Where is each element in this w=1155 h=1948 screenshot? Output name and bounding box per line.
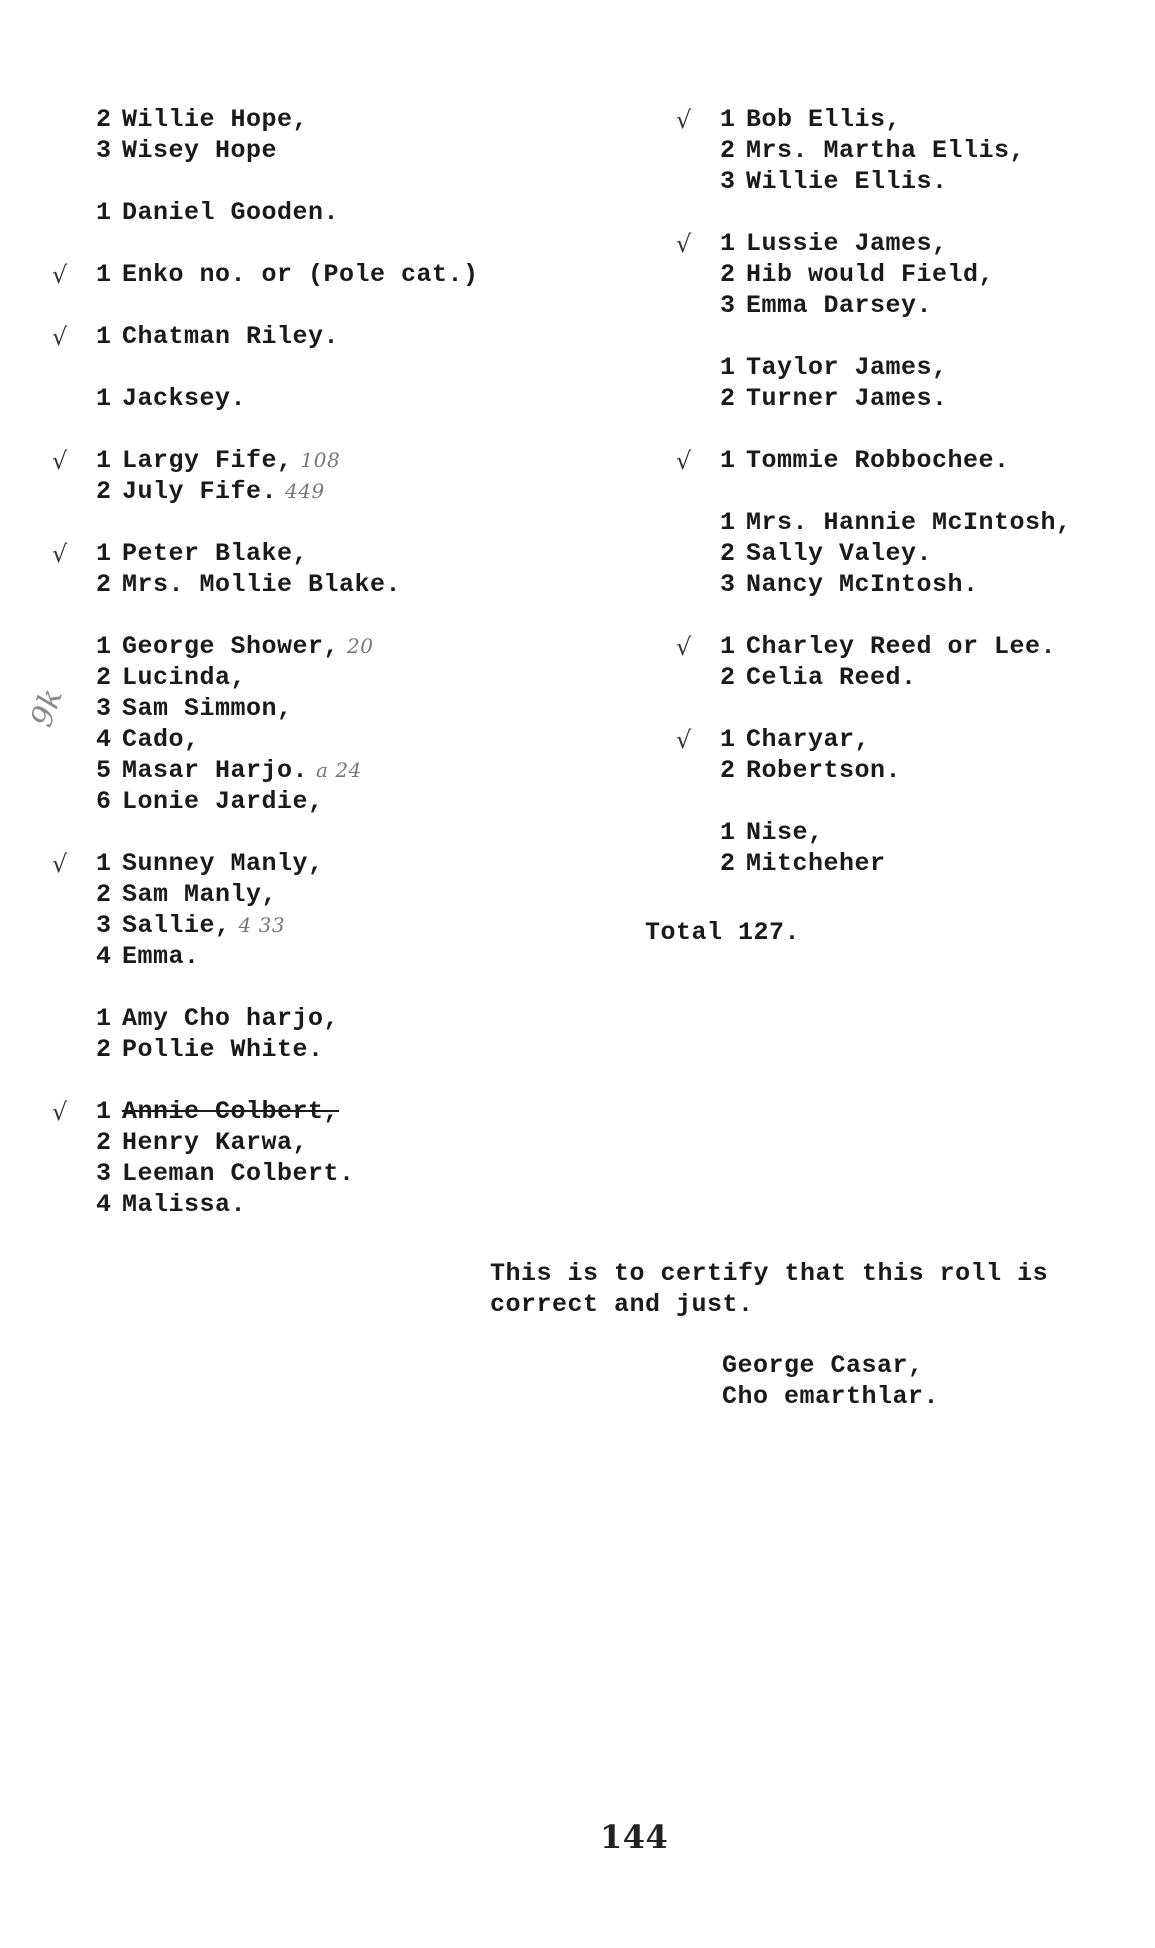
roll-entry — [720, 445, 1150, 476]
family-group — [720, 817, 1150, 879]
family-group — [96, 104, 656, 166]
entry-name: Sally Valey. — [746, 539, 933, 568]
entry-name: Cado, — [122, 725, 200, 754]
entry-name: Mitcheher — [746, 849, 886, 878]
right-column — [676, 104, 1150, 910]
left-column — [52, 104, 656, 1251]
entry-number: 3 — [720, 291, 736, 320]
checkmark-icon: √ — [52, 1098, 68, 1126]
entry-number: 2 — [96, 1128, 112, 1157]
entry-name: Sallie, — [122, 911, 231, 940]
checkmark-icon: √ — [676, 230, 692, 258]
checkmark-icon: √ — [52, 323, 68, 351]
roll-entry — [96, 662, 656, 693]
roll-entry — [720, 352, 1150, 383]
entry-number: 1 — [96, 849, 112, 878]
family-group — [676, 724, 1150, 786]
roll-entry — [96, 1158, 656, 1189]
handwritten-annotation: 108 — [300, 448, 341, 472]
entry-number: 2 — [720, 756, 736, 785]
entry-name: Wisey Hope — [122, 136, 278, 165]
checkmark-icon: √ — [52, 540, 68, 568]
entry-name: Peter Blake, — [122, 539, 309, 568]
roll-entry — [96, 197, 656, 228]
roll-entry — [720, 848, 1150, 879]
family-group — [96, 197, 656, 228]
family-group — [720, 352, 1150, 414]
entry-name: Sunney Manly, — [122, 849, 324, 878]
entry-number: 1 — [720, 446, 736, 475]
entry-name: Lucinda, — [122, 663, 247, 692]
roll-entry — [96, 724, 656, 755]
entry-name: Lonie Jardie, — [122, 787, 324, 816]
roll-entry — [96, 910, 656, 941]
roll-entry — [96, 135, 656, 166]
checkmark-icon: √ — [52, 447, 68, 475]
certification-line: This is to certify that this roll is — [490, 1259, 1049, 1288]
entry-number: 4 — [96, 1190, 112, 1219]
entry-name: Mrs. Hannie McIntosh, — [746, 508, 1072, 537]
entry-number: 3 — [96, 136, 112, 165]
roll-entry — [720, 755, 1150, 786]
entry-name: Hib would Field, — [746, 260, 995, 289]
entry-number: 1 — [720, 353, 736, 382]
checkmark-icon: √ — [676, 447, 692, 475]
entry-name: Turner James. — [746, 384, 948, 413]
handwritten-margin-note: 9k — [24, 683, 71, 732]
handwritten-annotation: 4 33 — [238, 913, 286, 937]
entry-number: 2 — [96, 880, 112, 909]
roll-entry — [96, 383, 656, 414]
roll-entry — [720, 569, 1150, 600]
roll-entry — [720, 383, 1150, 414]
entry-number: 3 — [96, 911, 112, 940]
entry-name: Lussie James, — [746, 229, 948, 258]
entry-name: Largy Fife, — [122, 446, 293, 475]
roll-entry — [720, 817, 1150, 848]
handwritten-annotation: 20 — [347, 634, 374, 658]
roll-entry — [720, 538, 1150, 569]
checkmark-icon: √ — [676, 106, 692, 134]
family-group — [96, 631, 656, 817]
total-count: Total 127. — [645, 918, 801, 947]
entry-number: 2 — [720, 136, 736, 165]
entry-name: Enko no. or (Pole cat.) — [122, 260, 479, 289]
entry-number: 2 — [720, 539, 736, 568]
entry-name: Emma. — [122, 942, 200, 971]
family-group — [52, 538, 656, 600]
entry-number: 4 — [96, 942, 112, 971]
entry-name: Jacksey. — [122, 384, 247, 413]
entry-name: Henry Karwa, — [122, 1128, 309, 1157]
entry-name: Sam Manly, — [122, 880, 278, 909]
entry-name: Amy Cho harjo, — [122, 1004, 340, 1033]
checkmark-icon: √ — [676, 633, 692, 661]
entry-number: 1 — [96, 1004, 112, 1033]
roll-entry — [96, 476, 656, 507]
signature-block — [722, 1350, 939, 1412]
family-group — [676, 631, 1150, 693]
family-group — [96, 383, 656, 414]
checkmark-icon: √ — [52, 261, 68, 289]
entry-number: 1 — [720, 508, 736, 537]
entry-name: Willie Ellis. — [746, 167, 948, 196]
entry-number: 1 — [96, 322, 112, 351]
entry-number: 2 — [720, 849, 736, 878]
roll-entry — [96, 1127, 656, 1158]
entry-number: 1 — [96, 260, 112, 289]
roll-entry — [720, 135, 1150, 166]
entry-number: 1 — [720, 105, 736, 134]
handwritten-annotation: 449 — [285, 479, 325, 503]
roll-entry — [720, 662, 1150, 693]
family-group — [676, 228, 1150, 321]
entry-number: 1 — [96, 446, 112, 475]
entry-number: 2 — [96, 105, 112, 134]
entry-number: 1 — [720, 818, 736, 847]
roll-entry — [96, 445, 656, 476]
roll-entry — [96, 1096, 656, 1127]
roll-entry — [96, 786, 656, 817]
roll-entry — [720, 507, 1150, 538]
page-number: 144 — [600, 1818, 669, 1856]
entry-number: 2 — [96, 570, 112, 599]
entry-number: 2 — [720, 260, 736, 289]
entry-name: Leeman Colbert. — [122, 1159, 355, 1188]
entry-name: Taylor James, — [746, 353, 948, 382]
entry-number: 1 — [720, 229, 736, 258]
entry-number: 1 — [720, 725, 736, 754]
family-group — [52, 848, 656, 972]
family-group — [52, 321, 656, 352]
family-group — [676, 104, 1150, 197]
entry-number: 1 — [96, 632, 112, 661]
entry-name: Bob Ellis, — [746, 105, 902, 134]
roll-entry — [720, 290, 1150, 321]
roll-entry — [720, 259, 1150, 290]
entry-number: 5 — [96, 756, 112, 785]
entry-number: 3 — [720, 167, 736, 196]
entry-name: Charley Reed or Lee. — [746, 632, 1057, 661]
certification-statement — [490, 1258, 1048, 1320]
entry-name: July Fife. — [122, 477, 278, 506]
handwritten-annotation: a 24 — [316, 758, 362, 782]
roll-entry — [96, 321, 656, 352]
entry-number: 2 — [96, 1035, 112, 1064]
family-group — [720, 507, 1150, 600]
family-group — [52, 259, 656, 290]
entry-name: Charyar, — [746, 725, 871, 754]
roll-entry — [720, 166, 1150, 197]
entry-name: Daniel Gooden. — [122, 198, 340, 227]
entry-name: Emma Darsey. — [746, 291, 933, 320]
entry-name: George Shower, — [122, 632, 340, 661]
entry-number: 1 — [720, 632, 736, 661]
entry-number: 4 — [96, 725, 112, 754]
entry-number: 2 — [96, 663, 112, 692]
roll-entry — [96, 1034, 656, 1065]
checkmark-icon: √ — [676, 726, 692, 754]
roll-entry — [96, 569, 656, 600]
entry-name: Tommie Robbochee. — [746, 446, 1010, 475]
roll-entry — [96, 104, 656, 135]
entry-name: Nancy McIntosh. — [746, 570, 979, 599]
entry-name: Nise, — [746, 818, 824, 847]
entry-number: 2 — [720, 663, 736, 692]
entry-number: 1 — [96, 539, 112, 568]
entry-number: 3 — [96, 694, 112, 723]
entry-number: 3 — [96, 1159, 112, 1188]
roll-entry — [96, 631, 656, 662]
entry-name: Pollie White. — [122, 1035, 324, 1064]
roll-entry — [720, 724, 1150, 755]
roll-entry — [96, 1003, 656, 1034]
entry-number: 3 — [720, 570, 736, 599]
roll-entry — [96, 941, 656, 972]
entry-name: Chatman Riley. — [122, 322, 340, 351]
entry-number: 2 — [96, 477, 112, 506]
roll-entry — [96, 755, 656, 786]
entry-number: 1 — [96, 198, 112, 227]
family-group — [52, 1096, 656, 1220]
entry-name: Mrs. Mollie Blake. — [122, 570, 402, 599]
roll-entry — [96, 259, 656, 290]
certification-line: correct and just. — [490, 1290, 754, 1319]
roll-entry — [96, 693, 656, 724]
entry-name: Malissa. — [122, 1190, 247, 1219]
roll-entry — [96, 879, 656, 910]
entry-name: Willie Hope, — [122, 105, 309, 134]
entry-number: 6 — [96, 787, 112, 816]
roll-entry — [96, 848, 656, 879]
roll-entry — [720, 228, 1150, 259]
entry-number: 2 — [720, 384, 736, 413]
roll-entry — [720, 104, 1150, 135]
signer-name: George Casar, — [722, 1351, 924, 1380]
entry-number: 1 — [96, 384, 112, 413]
entry-name: Robertson. — [746, 756, 902, 785]
signer-title: Cho emarthlar. — [722, 1382, 940, 1411]
entry-name: Mrs. Martha Ellis, — [746, 136, 1026, 165]
entry-name: Masar Harjo. — [122, 756, 309, 785]
roll-entry — [96, 1189, 656, 1220]
entry-name: Celia Reed. — [746, 663, 917, 692]
roll-entry — [96, 538, 656, 569]
roll-entry — [720, 631, 1150, 662]
family-group — [676, 445, 1150, 476]
entry-number: 1 — [96, 1097, 112, 1126]
family-group — [96, 1003, 656, 1065]
entry-name: Sam Simmon, — [122, 694, 293, 723]
entry-name: Annie Colbert, — [122, 1097, 340, 1126]
checkmark-icon: √ — [52, 850, 68, 878]
family-group — [52, 445, 656, 507]
